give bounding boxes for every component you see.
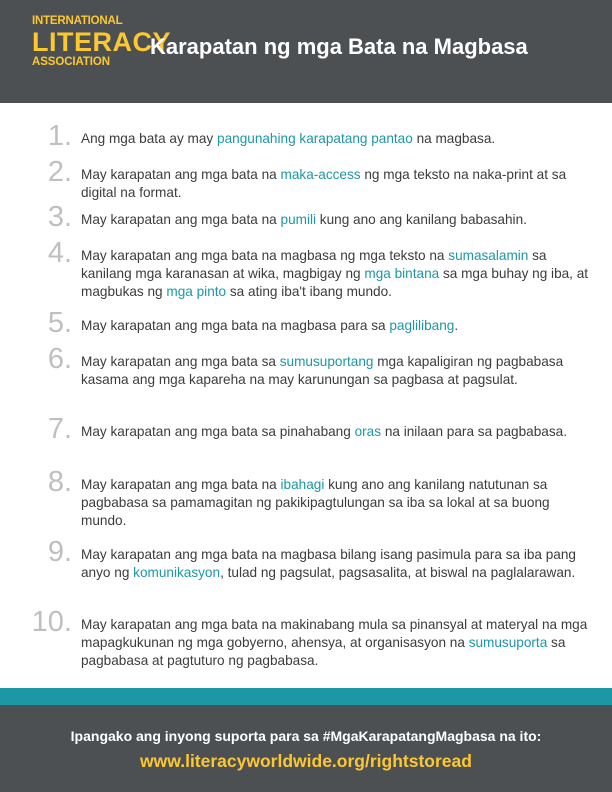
text-segment: May karapatan ang mga bata sa [81,354,280,369]
header [0,0,612,103]
page-title: Karapatan ng mga Bata na Magbasa [150,34,528,59]
logo-line-2: LITERACY [32,26,171,57]
text-segment: May karapatan ang mga bata na [81,167,281,182]
right-number: 10. [31,606,72,638]
text-segment: , tulad ng pagsulat, pagsasalita, at biswal na paglalarawan. [220,565,576,580]
text-segment: . [454,318,459,333]
right-text [81,247,593,301]
text-segment: sa pagbabasa at pagtuturo ng pagbabasa. [81,635,566,668]
highlight-term: paglilibang [389,318,455,333]
right-text [81,546,593,582]
highlight-term: maka-access [280,167,361,182]
text-segment: May karapatan ang mga bata na [81,477,281,492]
right-text [81,130,593,148]
highlight-term: pumili [280,212,317,227]
text-segment: sa kanilang mga karanasan at wika, magbigay ng [81,248,547,281]
logo-line-3: ASSOCIATION [32,55,110,68]
right-number: 1. [47,120,72,152]
right-number: 6. [47,343,72,375]
right-text [81,166,593,202]
text-segment: kung ano ang kanilang babasahin. [316,212,527,227]
text-segment: na magbasa. [412,131,496,146]
right-number: 2. [47,156,72,188]
highlight-term: mga bintana [364,266,440,281]
text-segment: May karapatan ang mga bata sa pinahabang [81,424,355,439]
right-text [81,423,593,441]
text-segment: ng mga teksto na naka-print at sa digital na format. [81,167,567,200]
right-number: 3. [47,201,72,233]
highlight-term: komunikasyon [133,565,221,580]
divider-bar [0,688,612,705]
text-segment: mga kapaligiran ng pagbabasa kasama ang mga kapareha na may karunungan sa pagbasa at pagsulat. [81,354,564,387]
highlight-term: pangunahing karapatang pantao [217,131,413,146]
right-number: 8. [47,466,72,498]
right-number: 5. [47,307,72,339]
right-text [81,476,593,530]
right-text [81,616,593,670]
right-text [81,353,593,389]
text-segment: kung ano ang kanilang natutunan sa pagbabasa sa pamamagitan ng pakikipagtulungan sa iba sa lokal at sa buong mundo. [81,477,550,528]
right-number: 9. [47,536,72,568]
text-segment: May karapatan ang mga bata na magbasa ng mga teksto na [81,248,449,263]
ila-logo[interactable] [32,15,171,68]
right-number: 4. [47,237,72,269]
highlight-term: sumusuportang [279,354,374,369]
text-segment: May karapatan ang mga bata na magbasa para sa [81,318,390,333]
right-text [81,317,593,335]
highlight-term: ibahagi [280,477,325,492]
right-text [81,211,593,229]
rights-url-link[interactable]: www.literacyworldwide.org/rightstoread [140,751,472,771]
text-segment: May karapatan ang mga bata na magbasa bilang isang pasimula para sa iba pang anyo ng [81,547,576,580]
text-segment: Ang mga bata ay may [81,131,218,146]
highlight-term: mga pinto [166,284,227,299]
highlight-term: oras [354,424,382,439]
pledge-text: Ipangako ang inyong suporta para sa #MgaKarapatangMagbasa na ito: [70,728,542,744]
footer [0,705,612,792]
text-segment: sa ating iba't ibang mundo. [226,284,392,299]
text-segment: na inilaan para sa pagbabasa. [381,424,567,439]
text-segment: sa mga buhay ng iba, at magbukas ng [81,266,589,299]
right-number: 7. [47,413,72,445]
text-segment: May karapatan ang mga bata na makinabang mula sa pinansyal at materyal na mga mapagkukunan ng mga gobyerno, ahensya, at organisasyon na [81,617,588,650]
highlight-term: sumusuporta [468,635,548,650]
text-segment: May karapatan ang mga bata na [81,212,281,227]
logo-line-1: INTERNATIONAL [32,15,123,27]
highlight-term: sumasalamin [448,248,529,263]
